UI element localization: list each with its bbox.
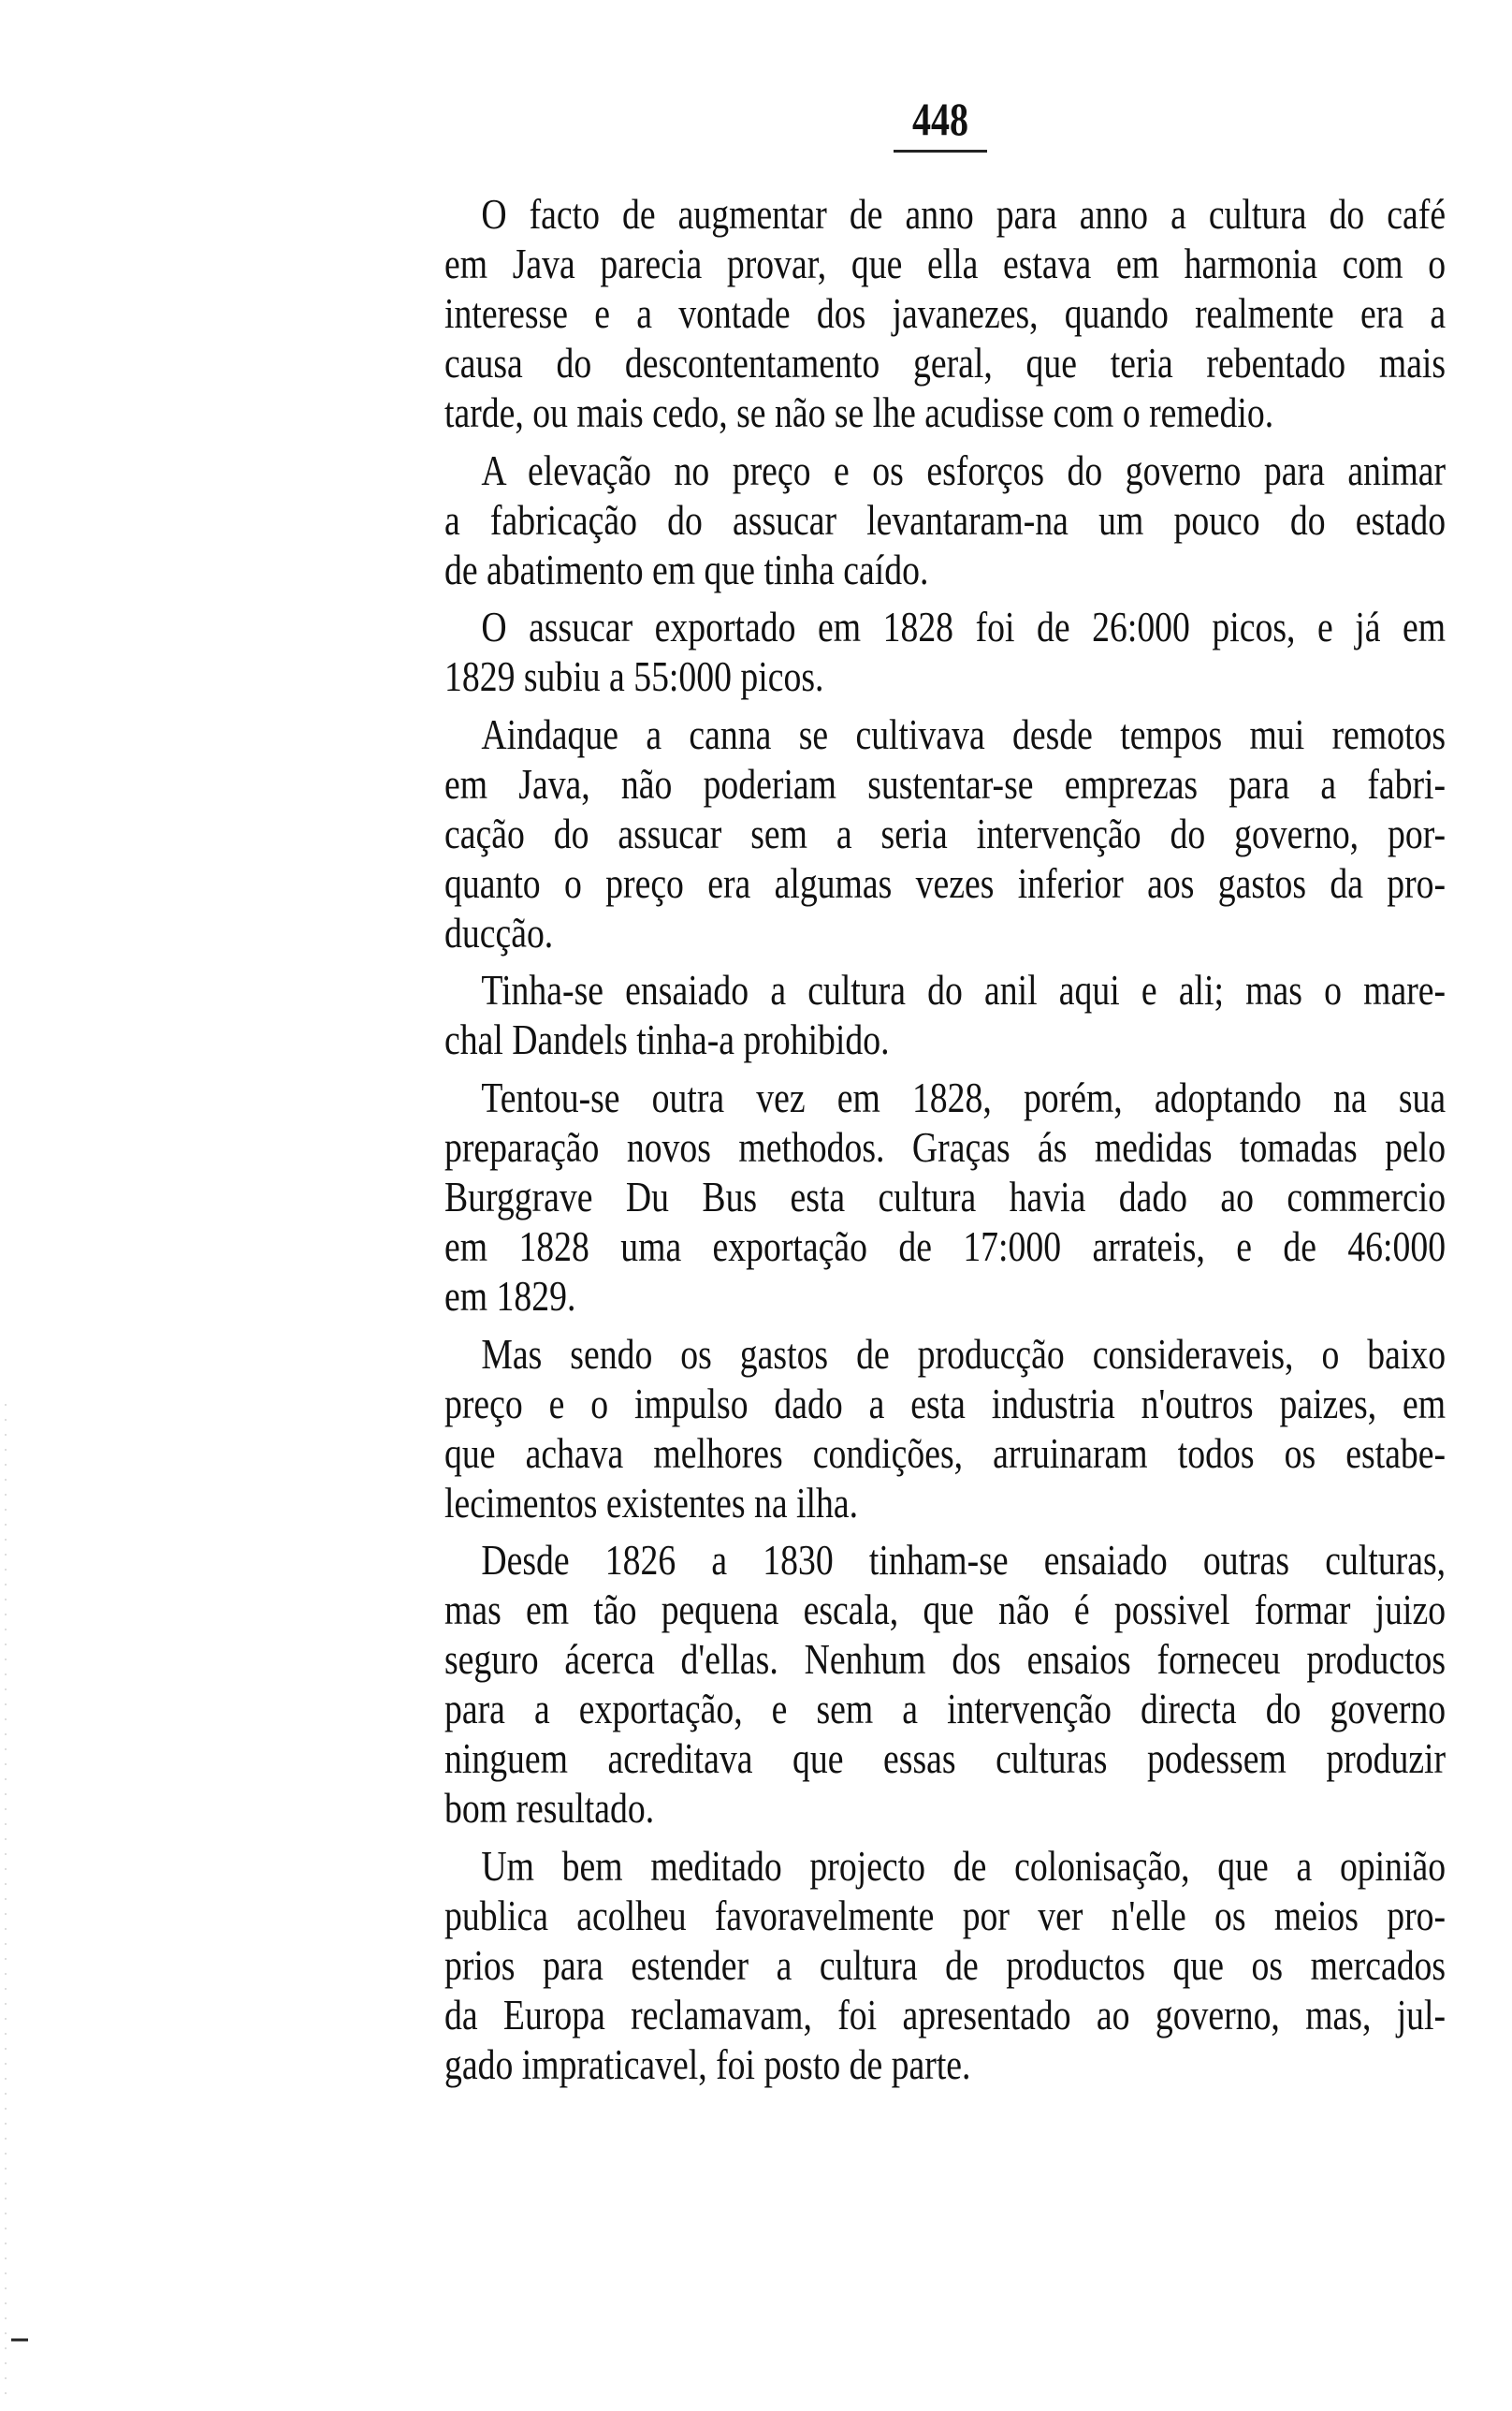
text-line: lecimentos existentes na ilha. — [444, 1478, 859, 1527]
text-line: O assucar exportado em 1828 foi de 26:000 picos, e já em — [481, 603, 1447, 651]
text-line: preço e o impulso dado a esta industria n'outros paizes, em — [444, 1379, 1447, 1427]
text-line: em 1828 uma exportação de 17:000 arrateis, e de 46:000 — [444, 1221, 1447, 1270]
text-line: Um bem meditado projecto de colonisação, que a opinião — [481, 1841, 1447, 1890]
text-line: interesse e a vontade dos javanezes, quando realmente era a — [444, 289, 1447, 337]
text-line: mas em tão pequena escala, que não é possivel formar juizo — [444, 1585, 1447, 1634]
text-line: da Europa reclamavam, foi apresentado ao governo, mas, jul- — [444, 1990, 1447, 2038]
paragraph — [444, 709, 1446, 957]
text-line: a fabricação do assucar levantaram-na um pouco do estado — [444, 495, 1447, 544]
text-line: A elevação no preço e os esforços do governo para animar — [481, 446, 1447, 494]
text-line: em Java parecia provar, que ella estava em harmonia com o — [444, 240, 1447, 287]
paragraph — [444, 1841, 1446, 2089]
text-line: gado impraticavel, foi posto de parte. — [444, 2039, 971, 2088]
text-line: publica acolheu favoravelmente por ver n'elle os meios pro- — [444, 1891, 1447, 1939]
text-line: ducção. — [444, 908, 554, 957]
text-line: em 1829. — [444, 1271, 576, 1320]
text-line: Aindaque a canna se cultivava desde tempos mui remotos — [481, 709, 1447, 758]
text-line: ninguem acreditava que essas culturas podessem produzir — [444, 1734, 1447, 1783]
paragraph — [444, 1073, 1446, 1321]
text-line: Tentou-se outra vez em 1828, porém, adoptando na sua — [481, 1073, 1447, 1121]
text-line: em Java, não poderiam sustentar-se emprezas para a fabri- — [444, 759, 1447, 808]
body-text — [444, 189, 1446, 2097]
text-line: que achava melhores condições, arruinaram todos os estabe- — [444, 1428, 1447, 1477]
text-line: Tinha-se ensaiado a cultura do anil aqui e ali; mas o mare- — [481, 966, 1447, 1015]
text-line: Mas sendo os gastos de producção consideraveis, o baixo — [481, 1329, 1447, 1378]
text-line: chal Dandels tinha-a prohibido. — [444, 1016, 890, 1064]
text-line: tarde, ou mais cedo, se não se lhe acudisse com o remedio. — [444, 388, 1274, 436]
paragraph — [444, 602, 1446, 701]
paragraph — [444, 189, 1446, 437]
text-line: quanto o preço era algumas vezes inferior aos gastos da pro- — [444, 858, 1447, 907]
header-rule — [894, 150, 987, 153]
scan-margin-specks — [0, 1404, 56, 2411]
text-line: preparação novos methodos. Graças ás medidas tomadas pelo — [444, 1122, 1447, 1171]
text-line: Desde 1826 a 1830 tinham-se ensaiado outras culturas, — [481, 1536, 1447, 1585]
text-line: Burggrave Du Bus esta cultura havia dado ao commercio — [444, 1172, 1447, 1220]
page-number: 448 — [912, 93, 968, 145]
paragraph — [444, 1329, 1446, 1527]
text-line: prios para estender a cultura de productos que os mercados — [444, 1940, 1447, 1989]
text-line: causa do descontentamento geral, que teria rebentado mais — [444, 339, 1447, 387]
text-line: 1829 subiu a 55:000 picos. — [444, 652, 824, 701]
text-line: cação do assucar sem a seria intervenção do governo, por- — [444, 809, 1447, 857]
text-line: seguro ácerca d'ellas. Nenhum dos ensaios forneceu productos — [444, 1635, 1447, 1684]
text-line: O facto de augmentar de anno para anno a cultura do café — [481, 190, 1447, 238]
paragraph — [444, 1535, 1446, 1833]
text-line: bom resultado. — [444, 1784, 655, 1833]
paragraph — [444, 965, 1446, 1064]
paragraph — [444, 446, 1446, 594]
text-line: de abatimento em que tinha caído. — [444, 545, 929, 593]
text-line: para a exportação, e sem a intervenção directa do governo — [444, 1685, 1447, 1733]
